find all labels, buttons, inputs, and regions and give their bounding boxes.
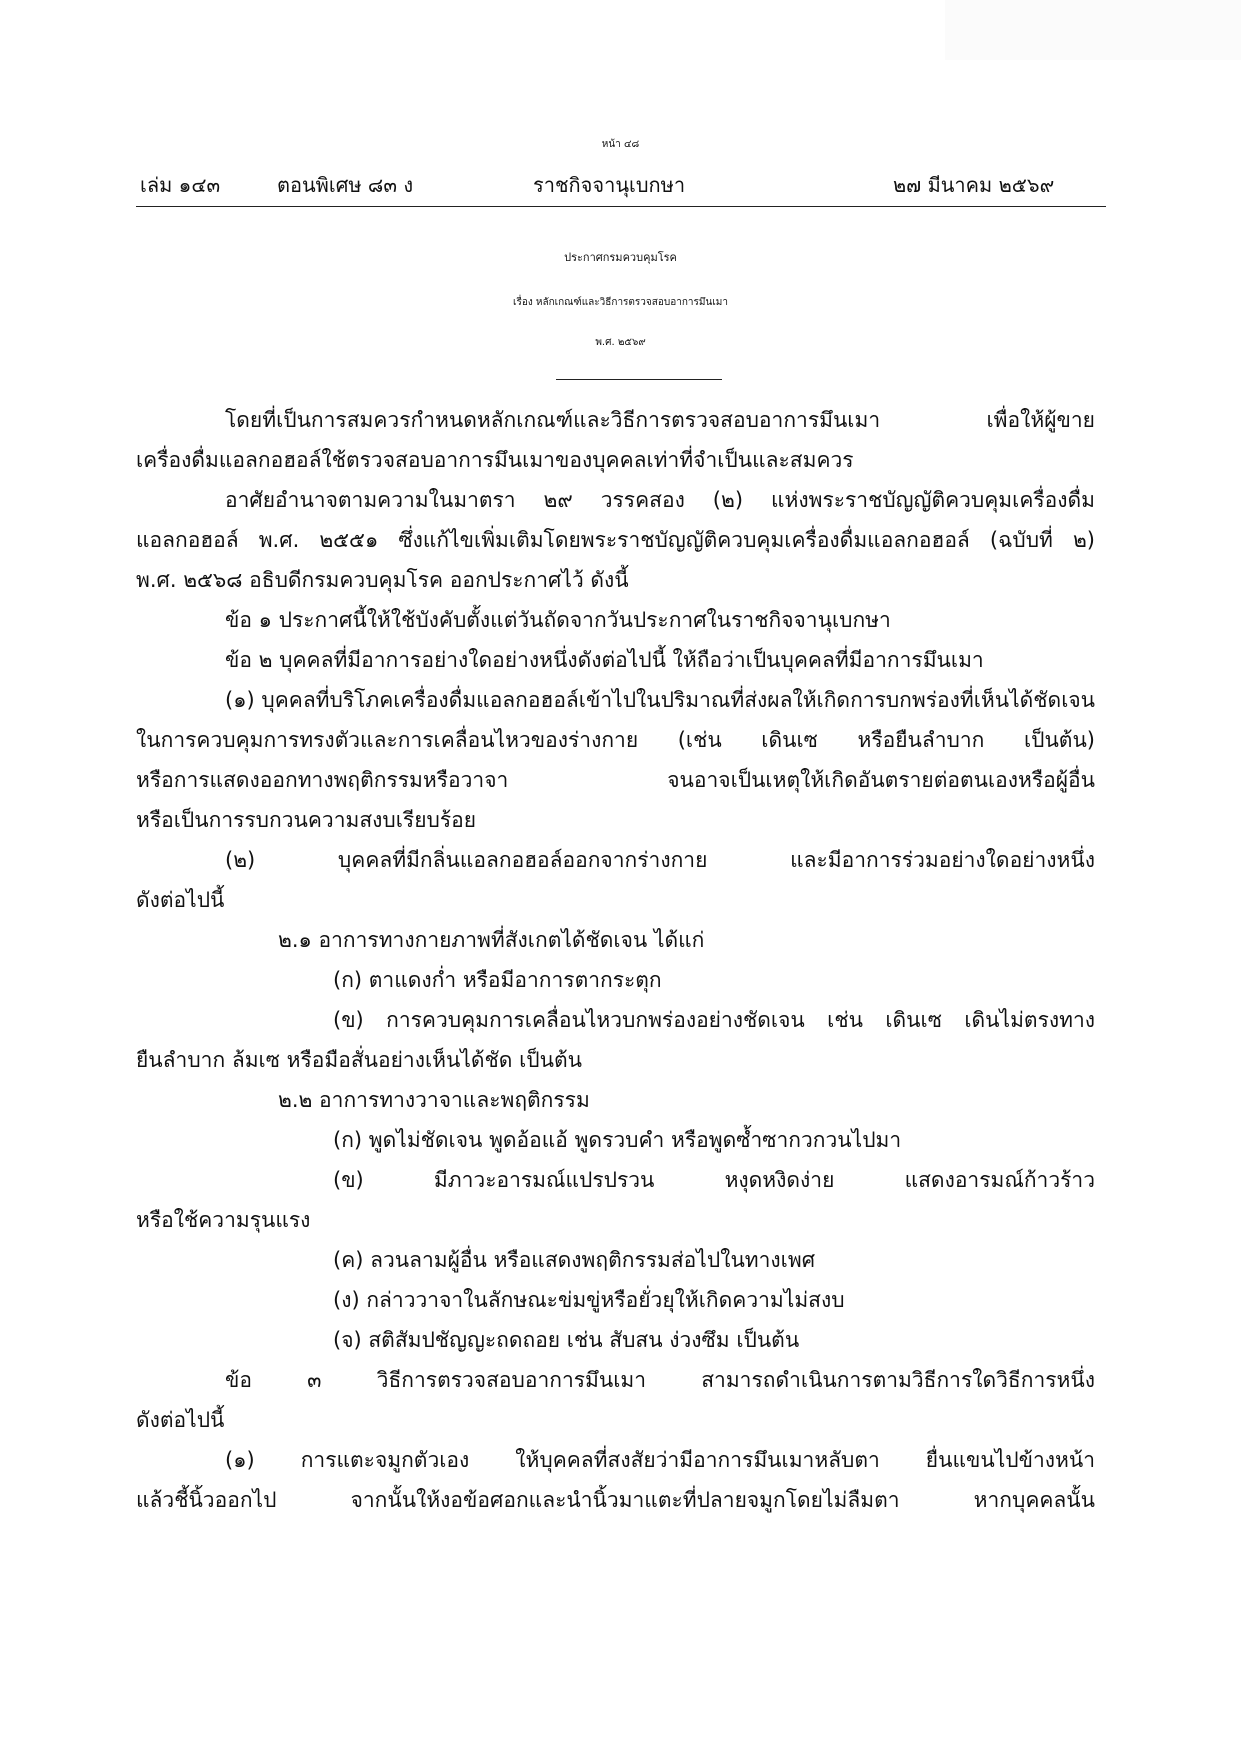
body-line: ยืนลำบาก ล้มเซ หรือมือสั่นอย่างเห็นได้ชัด เป็นต้น xyxy=(136,1048,582,1072)
sub-item-line: (ง) กล่าววาจาในลักษณะข่มขู่หรือยั่วยุให้เกิดความไม่สงบ xyxy=(333,1288,845,1312)
sub-item-line: (ก) ตาแดงก่ำ หรือมีอาการตากระตุก xyxy=(333,968,662,992)
body-line: หรือใช้ความรุนแรง xyxy=(136,1208,311,1232)
sub-item-line: (ค) ลวนลามผู้อื่น หรือแสดงพฤติกรรมส่อไปในทางเพศ xyxy=(333,1248,816,1272)
header-divider xyxy=(136,206,1106,207)
watermark xyxy=(945,0,1241,60)
sub-item-line: (ข) มีภาวะอารมณ์แปรปรวน หงุดหงิดง่าย แสดงอารมณ์ก้าวร้าว xyxy=(333,1168,1095,1192)
body-line: โดยที่เป็นการสมควรกำหนดหลักเกณฑ์และวิธีการตรวจสอบอาการมึนเมา เพื่อให้ผู้ขาย xyxy=(225,408,1095,432)
body-line: พ.ศ. ๒๕๖๘ อธิบดีกรมควบคุมโรค ออกประกาศไว้ ดังนี้ xyxy=(136,568,629,592)
sub-item-line: (ข) การควบคุมการเคลื่อนไหวบกพร่องอย่างชัดเจน เช่น เดินเซ เดินไม่ตรงทาง xyxy=(333,1008,1095,1032)
announcement-year: พ.ศ. ๒๕๖๙ xyxy=(595,337,646,348)
body-line: เครื่องดื่มแอลกอฮอล์ใช้ตรวจสอบอาการมึนเมาของบุคคลเท่าที่จำเป็นและสมควร xyxy=(136,448,854,472)
section-number: ตอนพิเศษ ๘๓ ง xyxy=(277,173,414,197)
body-line: แอลกอฮอล์ พ.ศ. ๒๕๕๑ ซึ่งแก้ไขเพิ่มเติมโดยพระราชบัญญัติควบคุมเครื่องดื่มแอลกอฮอล์ (ฉบับที่ ๒) xyxy=(136,528,1095,552)
body-line: (๑) บุคคลที่บริโภคเครื่องดื่มแอลกอฮอล์เข้าไปในปริมาณที่ส่งผลให้เกิดการบกพร่องที่เห็นได้ชัดเจน xyxy=(225,688,1096,712)
sub-item-line: (จ) สติสัมปชัญญะถดถอย เช่น สับสน ง่วงซึม เป็นต้น xyxy=(333,1328,800,1352)
body-line: อาศัยอำนาจตามความในมาตรา ๒๙ วรรคสอง (๒) แห่งพระราชบัญญัติควบคุมเครื่องดื่ม xyxy=(225,488,1095,512)
sub-item-line: ๒.๑ อาการทางกายภาพที่สังเกตได้ชัดเจน ได้แก่ xyxy=(278,928,705,952)
title-divider xyxy=(556,379,722,380)
sub-item-line: ๒.๒ อาการทางวาจาและพฤติกรรม xyxy=(278,1088,590,1112)
announcement-title: ประกาศกรมควบคุมโรค xyxy=(564,251,677,264)
body-line: ดังต่อไปนี้ xyxy=(136,888,225,912)
clause-line: ข้อ ๒ บุคคลที่มีอาการอย่างใดอย่างหนึ่งดังต่อไปนี้ ให้ถือว่าเป็นบุคคลที่มีอาการมึนเมา xyxy=(225,648,984,672)
body-line: ดังต่อไปนี้ xyxy=(136,1408,225,1432)
sub-item-line: (ก) พูดไม่ชัดเจน พูดอ้อแอ้ พูดรวบคำ หรือพูดซ้ำซากวกวนไปมา xyxy=(333,1128,902,1152)
gazette-name: ราชกิจจานุเบกษา xyxy=(533,173,686,197)
body-line: (๒) บุคคลที่มีกลิ่นแอลกอฮอล์ออกจากร่างกาย และมีอาการร่วมอย่างใดอย่างหนึ่ง xyxy=(225,848,1095,872)
announcement-subject: เรื่อง หลักเกณฑ์และวิธีการตรวจสอบอาการมึนเมา xyxy=(513,297,728,308)
body-line: (๑) การแตะจมูกตัวเอง ให้บุคคลที่สงสัยว่ามีอาการมึนเมาหลับตา ยื่นแขนไปข้างหน้า xyxy=(225,1448,1095,1472)
clause-line: ข้อ ๓ วิธีการตรวจสอบอาการมึนเมา สามารถดำเนินการตามวิธีการใดวิธีการหนึ่ง xyxy=(225,1368,1095,1392)
publication-date: ๒๗ มีนาคม ๒๕๖๙ xyxy=(893,173,1055,197)
clause-line: ข้อ ๑ ประกาศนี้ให้ใช้บังคับตั้งแต่วันถัดจากวันประกาศในราชกิจจานุเบกษา xyxy=(225,608,891,632)
volume-number: เล่ม ๑๔๓ xyxy=(140,173,221,197)
body-line: ในการควบคุมการทรงตัวและการเคลื่อนไหวของร่างกาย (เช่น เดินเซ หรือยืนลำบาก เป็นต้น) xyxy=(136,728,1095,752)
body-line: หรือการแสดงออกทางพฤติกรรมหรือวาจา จนอาจเป็นเหตุให้เกิดอันตรายต่อตนเองหรือผู้อื่น xyxy=(136,768,1095,792)
page-number: หน้า ๔๘ xyxy=(601,139,640,150)
body-line: หรือเป็นการรบกวนความสงบเรียบร้อย xyxy=(136,808,477,832)
body-line: แล้วชี้นิ้วออกไป จากนั้นให้งอข้อศอกและนำนิ้วมาแตะที่ปลายจมูกโดยไม่ลืมตา หากบุคคลนั้น xyxy=(136,1488,1095,1512)
